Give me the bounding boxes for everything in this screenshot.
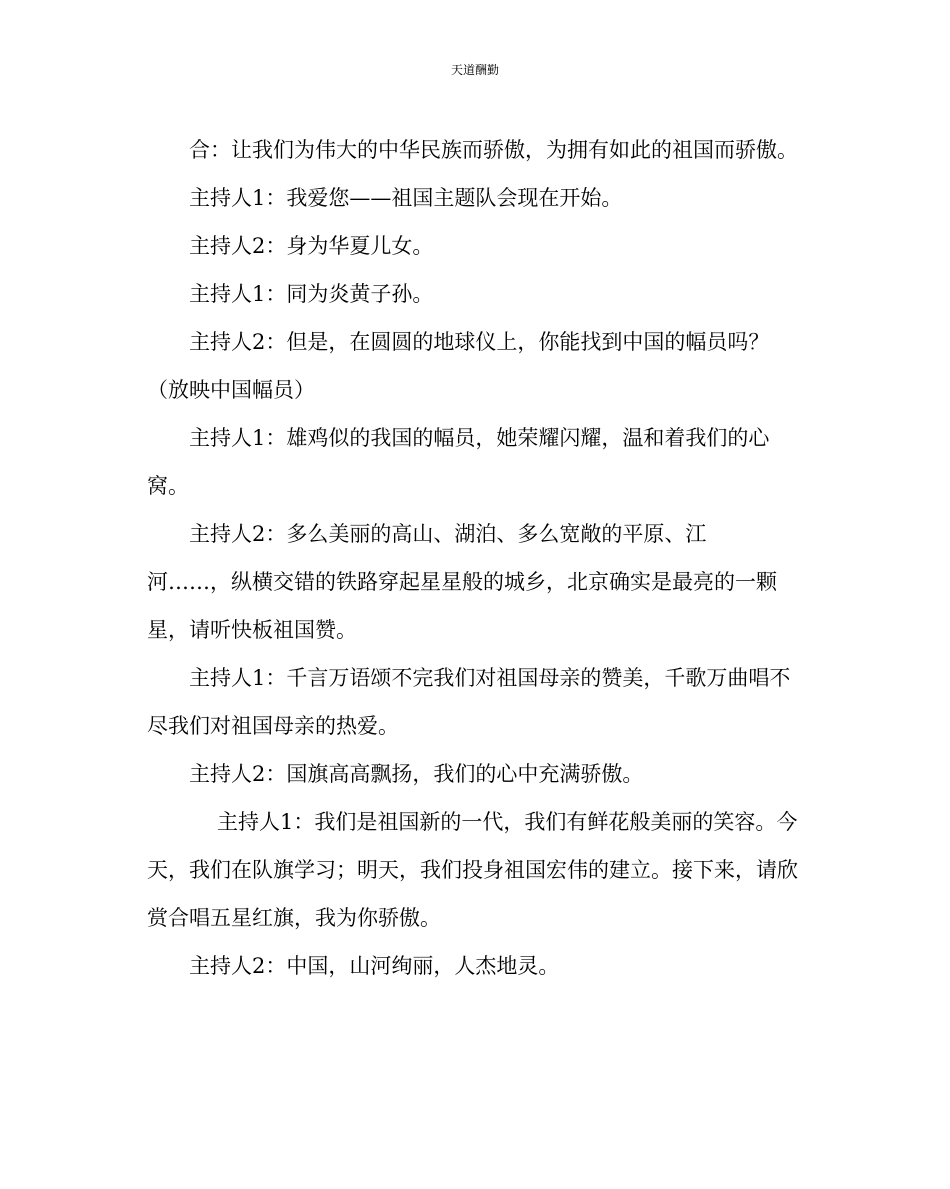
document-body <box>147 126 807 990</box>
paragraph-host1-descendants: 主持人1：同为炎黄子孙。 <box>189 282 434 306</box>
paragraph-host2-globe-question: 主持人2：但是，在圆圆的地球仪上，你能找到中国的幅员吗？ <box>189 330 770 354</box>
paragraph-chorus: 合：让我们为伟大的中华民族而骄傲，为拥有如此的祖国而骄傲。 <box>189 138 798 162</box>
paragraph-host1-praise: 主持人1：千言万语颂不完我们对祖国母亲的赞美，千歌万曲唱不尽我们对祖国母亲的热爱。 <box>147 666 791 738</box>
paragraph-host2-flag: 主持人2：国旗高高飘扬，我们的心中充满骄傲。 <box>189 762 644 786</box>
paragraph-host1-opening: 主持人1：我爱您——祖国主题队会现在开始。 <box>189 186 623 210</box>
paragraph-host2-landscape: 主持人2：多么美丽的高山、湖泊、多么宽敞的平原、江 <box>189 522 707 546</box>
page-header: 天道酬勤 <box>450 63 499 77</box>
paragraph-host2-continued: 河……，纵横交错的铁路穿起星星般的城乡，北京确实是最亮的一颗星，请听快板祖国赞。 <box>147 570 777 642</box>
paragraph-host2-china: 主持人2：中国，山河绚丽，人杰地灵。 <box>189 954 560 978</box>
paragraph-stage-direction: （放映中国幅员） <box>147 378 315 402</box>
paragraph-host1-new-generation: 主持人1：我们是祖国新的一代，我们有鲜花般美丽的笑容。今天，我们在队旗学习；明天，我们投身祖国宏伟的建立。接下来，请欣赏合唱五星红旗，我为你骄傲。 <box>147 810 798 930</box>
paragraph-host1-rooster-map: 主持人1：雄鸡似的我国的幅员，她荣耀闪耀，温和着我们的心窝。 <box>147 426 770 498</box>
paragraph-host2-chinese-children: 主持人2：身为华夏儿女。 <box>189 234 434 258</box>
